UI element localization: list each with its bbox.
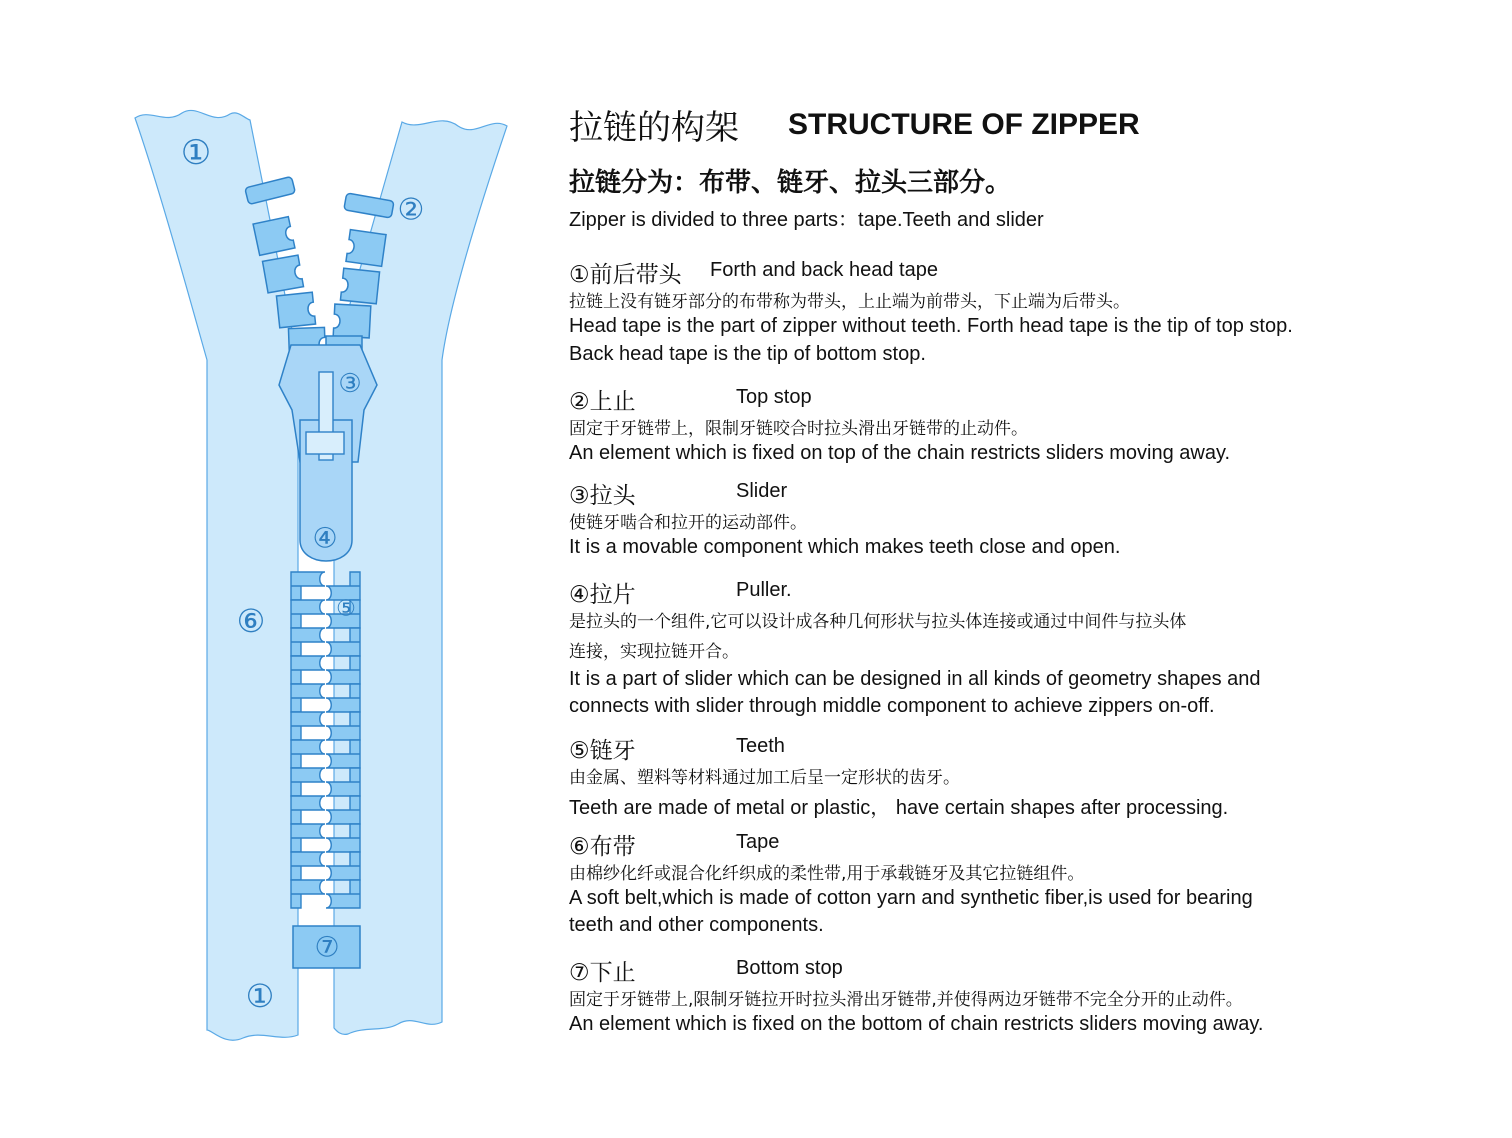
closed-tooth-left: [291, 600, 325, 628]
section-desc-cn: 由金属、塑料等材料通过加工后呈一定形状的齿牙。: [569, 768, 960, 788]
callout-tape-top-left: ①: [180, 134, 212, 172]
section-desc-cn: 由棉纱化纤或混合化纤织成的柔性带,用于承载链牙及其它拉链组件。: [569, 864, 1085, 884]
section-desc-en: It is a part of slider which can be designed in all kinds of geometry shapes and: [569, 668, 1261, 690]
section-desc-en: teeth and other components.: [569, 914, 824, 936]
section-title-cn: 下止: [589, 960, 636, 986]
zipper-illustration: [0, 0, 560, 1134]
callout-bottom-stop: ⑦: [314, 931, 340, 963]
closed-tooth-left: [291, 712, 325, 740]
section-title-cn: 布带: [589, 834, 636, 860]
section-desc-cn: 是拉头的一个组件,它可以设计成各种几何形状与拉头体连接或通过中间件与拉头体: [569, 612, 1187, 632]
closed-tooth-left: [291, 824, 325, 852]
section-heading: [569, 477, 636, 510]
section-number: ⑦: [569, 960, 590, 986]
section-title-en: Puller.: [736, 579, 792, 601]
open-tooth-right: [340, 268, 379, 304]
section-number: ③: [569, 483, 590, 509]
closed-tooth-left: [291, 684, 325, 712]
section-desc-en: connects with slider through middle component to achieve zippers on-off.: [569, 695, 1215, 717]
section-title-en: Slider: [736, 480, 788, 502]
section-title-cn: 拉片: [589, 582, 636, 608]
section-desc-cn: 拉链上没有链牙部分的布带称为带头，上止端为前带头，下止端为后带头。: [569, 292, 1130, 312]
description-panel: [569, 0, 1489, 1134]
section-title-cn: 前后带头: [589, 262, 682, 288]
section-title-cn: 拉头: [589, 483, 636, 509]
callout-tape-bottom: ①: [245, 978, 275, 1014]
section-title-en: Top stop: [736, 386, 812, 408]
page-title-en: STRUCTURE OF ZIPPER: [788, 108, 1140, 141]
subtitle-cn: 拉链分为：布带、链牙、拉头三部分。: [569, 168, 1012, 198]
open-tooth-left: [253, 217, 295, 256]
closed-tooth-left: [291, 880, 325, 908]
callout-top-stop: ②: [397, 193, 425, 227]
section-desc-cn: 连接，实现拉链开合。: [569, 642, 739, 662]
section-desc-en: Back head tape is the tip of bottom stop.: [569, 343, 926, 365]
closed-tooth-left: [291, 628, 325, 656]
open-tooth-right: [346, 230, 386, 267]
section-title-en: Bottom stop: [736, 957, 843, 979]
closed-tooth-left: [291, 852, 325, 880]
section-desc-en: An element which is fixed on top of the chain restricts sliders moving away.: [569, 442, 1231, 464]
section-title-cn: 链牙: [589, 738, 636, 764]
closed-tooth-left: [291, 740, 325, 768]
section-title-en: Forth and back head tape: [710, 259, 938, 281]
closed-tooth-left: [291, 572, 325, 600]
callout-tape: ⑥: [236, 603, 266, 639]
section-heading: [569, 576, 636, 609]
section-desc-en: Teeth are made of metal or plastic， have certain shapes after processing.: [569, 797, 1229, 819]
section-heading: [569, 828, 636, 861]
callout-slider: ③: [338, 368, 362, 398]
section-desc-cn: 固定于牙链带上,限制牙链拉开时拉头滑出牙链带,并使得两边牙链带不完全分开的止动件。: [569, 990, 1243, 1010]
puller-eye: [306, 432, 344, 454]
section-desc-en: Head tape is the part of zipper without teeth. Forth head tape is the tip of top stop.: [569, 315, 1293, 337]
section-desc-cn: 使链牙啮合和拉开的运动部件。: [569, 513, 807, 533]
callout-teeth: ⑤: [336, 595, 356, 621]
section-heading: [569, 732, 636, 765]
callout-puller: ④: [312, 522, 338, 554]
section-number: ②: [569, 389, 590, 415]
subtitle-en: Zipper is divided to three parts：tape.Teeth and slider: [569, 209, 1044, 231]
section-desc-en: An element which is fixed on the bottom of chain restricts sliders moving away.: [569, 1013, 1264, 1035]
section-heading: [569, 256, 682, 289]
section-number: ④: [569, 582, 590, 608]
page-title-cn: 拉链的构架: [569, 108, 739, 148]
open-tooth-right: [333, 304, 371, 338]
section-number: ⑥: [569, 834, 590, 860]
section-heading: [569, 383, 636, 416]
section-title-cn: 上止: [589, 389, 636, 415]
section-number: ①: [569, 262, 590, 288]
section-desc-en: It is a movable component which makes teeth close and open.: [569, 536, 1121, 558]
section-title-en: Teeth: [736, 735, 785, 757]
section-heading: [569, 954, 636, 987]
open-tooth-left: [262, 255, 303, 293]
zipper-diagram: [0, 0, 560, 1134]
open-tooth-left: [276, 292, 315, 328]
closed-tooth-left: [291, 656, 325, 684]
section-desc-en: A soft belt,which is made of cotton yarn and synthetic fiber,is used for bearing: [569, 887, 1253, 909]
section-title-en: Tape: [736, 831, 780, 853]
closed-tooth-left: [291, 796, 325, 824]
closed-tooth-left: [291, 768, 325, 796]
section-desc-cn: 固定于牙链带上，限制牙链咬合时拉头滑出牙链带的止动件。: [569, 419, 1028, 439]
section-number: ⑤: [569, 738, 590, 764]
